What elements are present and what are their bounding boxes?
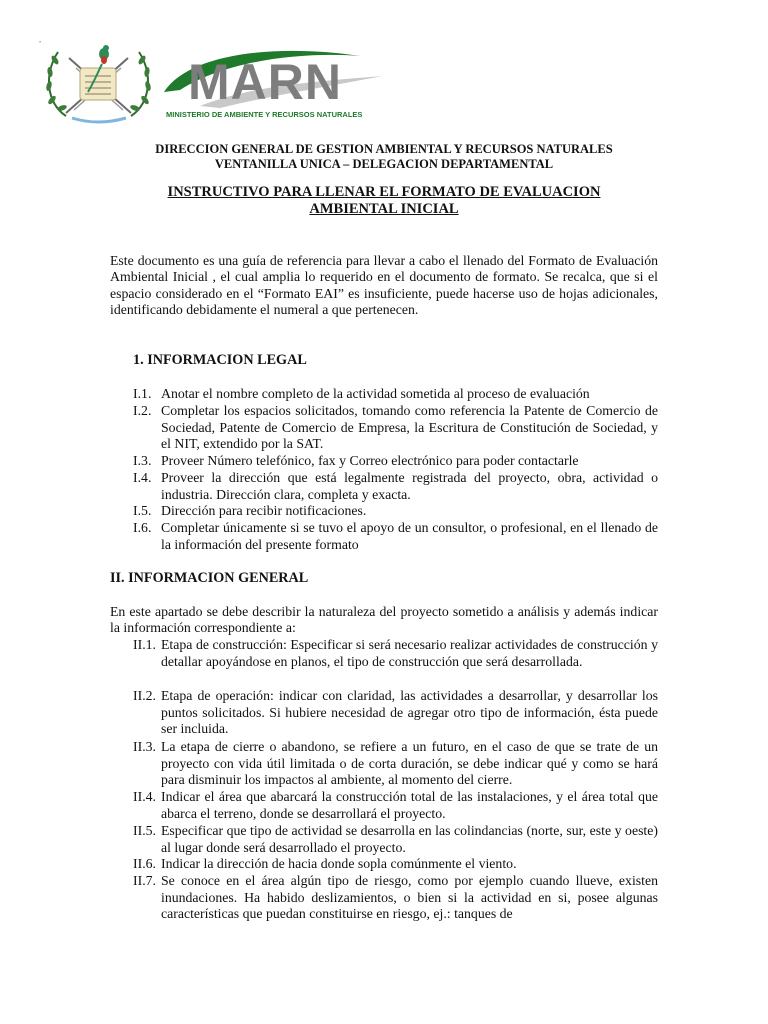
coat-of-arms-logo [36,38,161,128]
item-number: I.3. [133,453,152,468]
item-text: Indicar el área que abarcará la construcción total de las instalaciones, y el área total que abarca el terreno, donde se desarrollará el proyecto. [161,789,658,821]
item-number: II.6. [133,856,156,871]
list-item [133,386,658,403]
item-number: II.2. [133,688,156,703]
intro-paragraph: Este documento es una guía de referencia para llevar a cabo el llenado del Formato de Evaluación Ambiental Inicial , el cual amplia lo requerido en el documento de formato. Se recalca, que si el espacio considerado en el “Formato EAI” es insuficiente, puede hacerse uso de hojas adicionales, identificando debidamente el numeral a que pertenecen. [110,253,658,317]
list-item [133,873,658,923]
item-number: I.4. [133,470,152,485]
item-text: Proveer la dirección que está legalmente registrada del proyecto, obra, actividad o industria. Dirección clara, completa y exacta. [161,470,658,502]
item-text: Especificar que tipo de actividad se desarrolla en las colindancias (norte, sur, este y oeste) al lugar donde será desarrollado el proyecto. [161,823,658,855]
department-line-2: VENTANILLA UNICA – DELEGACION DEPARTAMENTAL [214,157,554,171]
item-number: II.7. [133,873,156,888]
list-item [133,637,658,670]
item-text: Indicar la dirección de hacia donde sopla comúnmente el viento. [161,856,517,871]
list-item [133,789,658,822]
item-number: II.3. [133,739,156,754]
section-2-intro: En este apartado se debe describir la naturaleza del proyecto sometido a análisis y además indicar la información correspondiente a: [110,604,658,636]
list-item [133,739,658,789]
item-text: Proveer Número telefónico, fax y Correo electrónico para poder contactarle [161,453,579,468]
list-item [133,520,658,553]
item-text: Completar los espacios solicitados, tomando como referencia la Patente de Comercio de Sociedad, Patente de Comercio de Empresa, la Escritura de Constitución de Sociedad, y el NIT, extendido por la SAT. [161,403,658,452]
section-2-heading: II. INFORMACION GENERAL [110,570,309,586]
item-number: I.6. [133,520,152,535]
list-item [133,453,658,470]
department-line-1: DIRECCION GENERAL DE GESTION AMBIENTAL Y RECURSOS NATURALES [155,142,613,156]
scan-mark: • [39,40,42,46]
list-item [133,403,658,453]
item-number: II.4. [133,789,156,804]
list-item [133,856,658,873]
item-text: Dirección para recibir notificaciones. [161,503,367,518]
logo-subtitle: MINISTERIO DE AMBIENTE Y RECURSOS NATURALES [166,110,363,119]
item-number: I.1. [133,386,152,401]
list-item [133,823,658,856]
item-number: I.2. [133,403,152,418]
item-text: Etapa de construcción: Especificar si será necesario realizar actividades de construcción y detallar apoyándose en planos, el tipo de construcción que será desarrollada. [161,637,658,669]
list-item [133,470,658,503]
marn-logo [160,46,388,122]
item-number: II.5. [133,823,156,838]
document-title-line-1: INSTRUCTIVO PARA LLENAR EL FORMATO DE EVALUACION [167,184,601,200]
list-item [133,503,658,520]
item-number: II.1. [133,637,156,652]
logo-wordmark: MARN [188,54,342,110]
item-text: Etapa de operación: indicar con claridad, las actividades a desarrollar, y desarrollar los puntos solicitados. Si hubiere necesidad de agregar otro tipo de información, ésta puede ser incluida. [161,688,658,737]
item-text: La etapa de cierre o abandono, se refiere a un futuro, en el caso de que se trate de un proyecto con vida útil limitada o de corta duración, se debe indicar qué y como se hará para disminuir los impactos al ambiente, al momento del cierre. [161,739,658,788]
item-text: Anotar el nombre completo de la actividad sometida al proceso de evaluación [161,386,590,401]
item-text: Se conoce en el área algún tipo de riesgo, como por ejemplo cuando llueve, existen inundaciones. Ha habido deslizamientos, o bien si la actividad en si, posee algunas características que puedan constituirse en riesgo, ej.: tanques de [161,873,658,922]
coat-of-arms-icon [36,38,161,128]
section-1-heading: 1. INFORMACION LEGAL [133,352,307,368]
item-text: Completar únicamente si se tuvo el apoyo de un consultor, o profesional, en el llenado de la información del presente formato [161,520,658,552]
list-item [133,688,658,738]
item-number: I.5. [133,503,152,518]
document-title-line-2: AMBIENTAL INICIAL [309,201,459,217]
